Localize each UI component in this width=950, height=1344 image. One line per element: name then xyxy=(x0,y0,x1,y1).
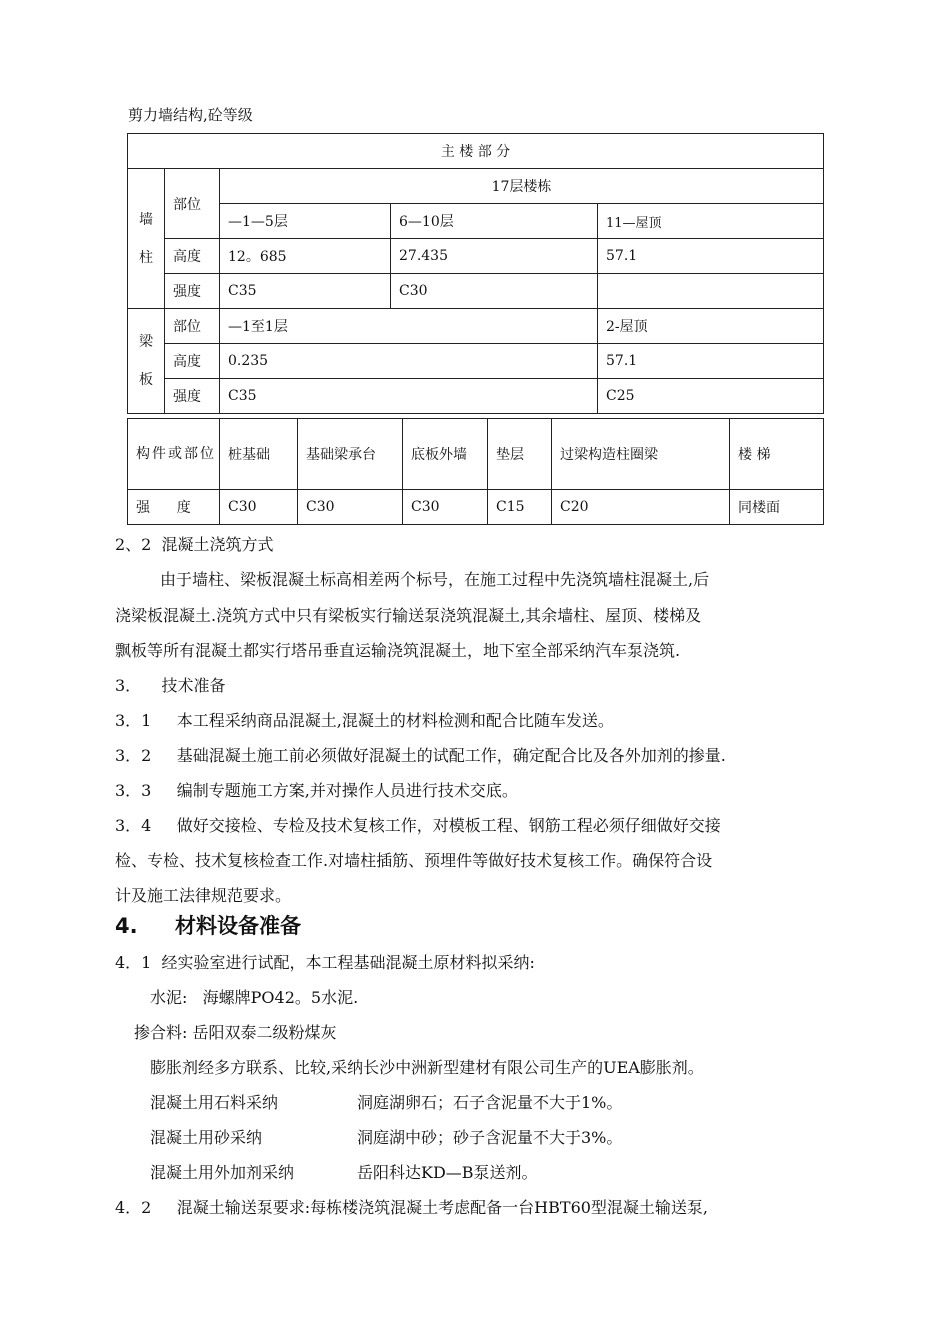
table-row xyxy=(128,274,824,309)
material-expansion: 膨胀剂经多方联系、比较,采纳长沙中洲新型建材有限公司生产的UEA膨胀剂。 xyxy=(150,1058,704,1077)
building-label: 17层楼栋 xyxy=(220,169,824,204)
column-header: 底板外墙 xyxy=(403,419,488,490)
component-grade-table xyxy=(127,418,824,525)
material-additive-value: 岳阳科达KD—B泵送剂。 xyxy=(357,1163,538,1182)
table-cell: 同楼面 xyxy=(730,490,824,525)
table-row xyxy=(128,344,824,379)
material-stone-label: 混凝土用石料采纳 xyxy=(150,1093,279,1112)
paragraph-line: 3．2 基础混凝土施工前必须做好混凝土的试配工作，确定配合比及各外加剂的掺量. xyxy=(115,746,726,765)
table-cell: —1—5层 xyxy=(220,204,391,239)
material-cement: 水泥: 海螺牌PO42。5水泥. xyxy=(150,988,359,1007)
table-row xyxy=(128,239,824,274)
table-cell: 57.1 xyxy=(598,344,824,379)
column-header: 基础梁承台 xyxy=(298,419,403,490)
table-row xyxy=(128,490,824,525)
strength-label: 强 度 xyxy=(128,490,220,525)
table-cell: 0.235 xyxy=(220,344,598,379)
column-header: 过梁构造柱圈梁 xyxy=(552,419,730,490)
part-label: 部位 xyxy=(165,169,220,239)
table-cell: 11—屋顶 xyxy=(598,204,824,239)
section-title: 材料设备准备 xyxy=(175,914,301,938)
part-label: 部位 xyxy=(165,309,220,344)
table-cell: —1至1层 xyxy=(220,309,598,344)
beam-slab-group-label: 梁 板 xyxy=(128,309,165,414)
table-cell: C15 xyxy=(488,490,552,525)
concrete-grade-table xyxy=(127,133,824,414)
height-label: 高度 xyxy=(165,344,220,379)
height-label: 高度 xyxy=(165,239,220,274)
paragraph-line: 3．1 本工程采纳商品混凝土,混凝土的材料检测和配合比随车发送。 xyxy=(115,711,614,730)
table-cell: 27.435 xyxy=(391,239,598,274)
table-cell xyxy=(598,274,824,309)
table-row xyxy=(128,379,824,414)
table-cell: C35 xyxy=(220,274,391,309)
section-heading-2-2: 2、2 混凝土浇筑方式 xyxy=(115,535,274,554)
paragraph-line: 3．3 编制专题施工方案,并对操作人员进行技术交底。 xyxy=(115,781,518,800)
wall-column-group-label: 墙 柱 xyxy=(128,169,165,309)
table-cell: 57.1 xyxy=(598,239,824,274)
paragraph-line: 由于墙柱、梁板混凝土标高相差两个标号，在施工过程中先浇筑墙柱混凝土,后 xyxy=(160,570,710,589)
paragraph-line: 4．1 经实验室进行试配，本工程基础混凝土原材料拟采纳: xyxy=(115,953,535,972)
table-cell: C35 xyxy=(220,379,598,414)
section-heading-3: 3． 技术准备 xyxy=(115,676,226,695)
column-header: 垫层 xyxy=(488,419,552,490)
table-row xyxy=(128,169,824,204)
table-cell: 2-屋顶 xyxy=(598,309,824,344)
table-cell: C30 xyxy=(298,490,403,525)
strength-label: 强度 xyxy=(165,274,220,309)
table-cell: C30 xyxy=(220,490,298,525)
material-sand-value: 洞庭湖中砂；砂子含泥量不大于3%。 xyxy=(357,1128,623,1147)
paragraph-line: 浇梁板混凝土.浇筑方式中只有梁板实行输送泵浇筑混凝土,其余墙柱、屋顶、楼梯及 xyxy=(115,606,702,625)
table-cell: C30 xyxy=(391,274,598,309)
material-stone-value: 洞庭湖卵石；石子含泥量不大于1%。 xyxy=(357,1093,623,1112)
material-sand-label: 混凝土用砂采纳 xyxy=(150,1128,263,1147)
table-row xyxy=(128,309,824,344)
material-admixture: 掺合料: 岳阳双泰二级粉煤灰 xyxy=(134,1023,337,1042)
table-cell: C20 xyxy=(552,490,730,525)
table-row xyxy=(128,419,824,490)
material-additive-label: 混凝土用外加剂采纳 xyxy=(150,1163,295,1182)
section-number: 4. xyxy=(115,914,138,938)
table-cell: C30 xyxy=(403,490,488,525)
paragraph-line: 3．4 做好交接检、专检及技术复核工作，对模板工程、钢筋工程必须仔细做好交接 xyxy=(115,816,721,835)
paragraph-line: 计及施工法律规范要求。 xyxy=(115,886,292,905)
table-row xyxy=(128,134,824,169)
table-caption: 剪力墙结构,砼等级 xyxy=(128,106,253,124)
paragraph-line: 检、专检、技术复核检查工作.对墙柱插筋、预埋件等做好技术复核工作。确保符合设 xyxy=(115,851,713,870)
column-header: 桩基础 xyxy=(220,419,298,490)
paragraph-line: 4．2 混凝土输送泵要求:每栋楼浇筑混凝土考虑配备一台HBT60型混凝土输送泵, xyxy=(115,1198,709,1217)
table-cell: 6—10层 xyxy=(391,204,598,239)
table-title: 主 楼 部 分 xyxy=(128,134,824,169)
paragraph-line: 飘板等所有混凝土都实行塔吊垂直运输浇筑混凝土，地下室全部采纳汽车泵浇筑. xyxy=(115,641,681,660)
table-cell: C25 xyxy=(598,379,824,414)
component-header-label: 构件或部位 xyxy=(128,419,220,490)
section-heading-4 xyxy=(115,910,301,940)
column-header: 楼 梯 xyxy=(730,419,824,490)
table-cell: 12。685 xyxy=(220,239,391,274)
strength-label: 强度 xyxy=(165,379,220,414)
table-row xyxy=(128,204,824,239)
